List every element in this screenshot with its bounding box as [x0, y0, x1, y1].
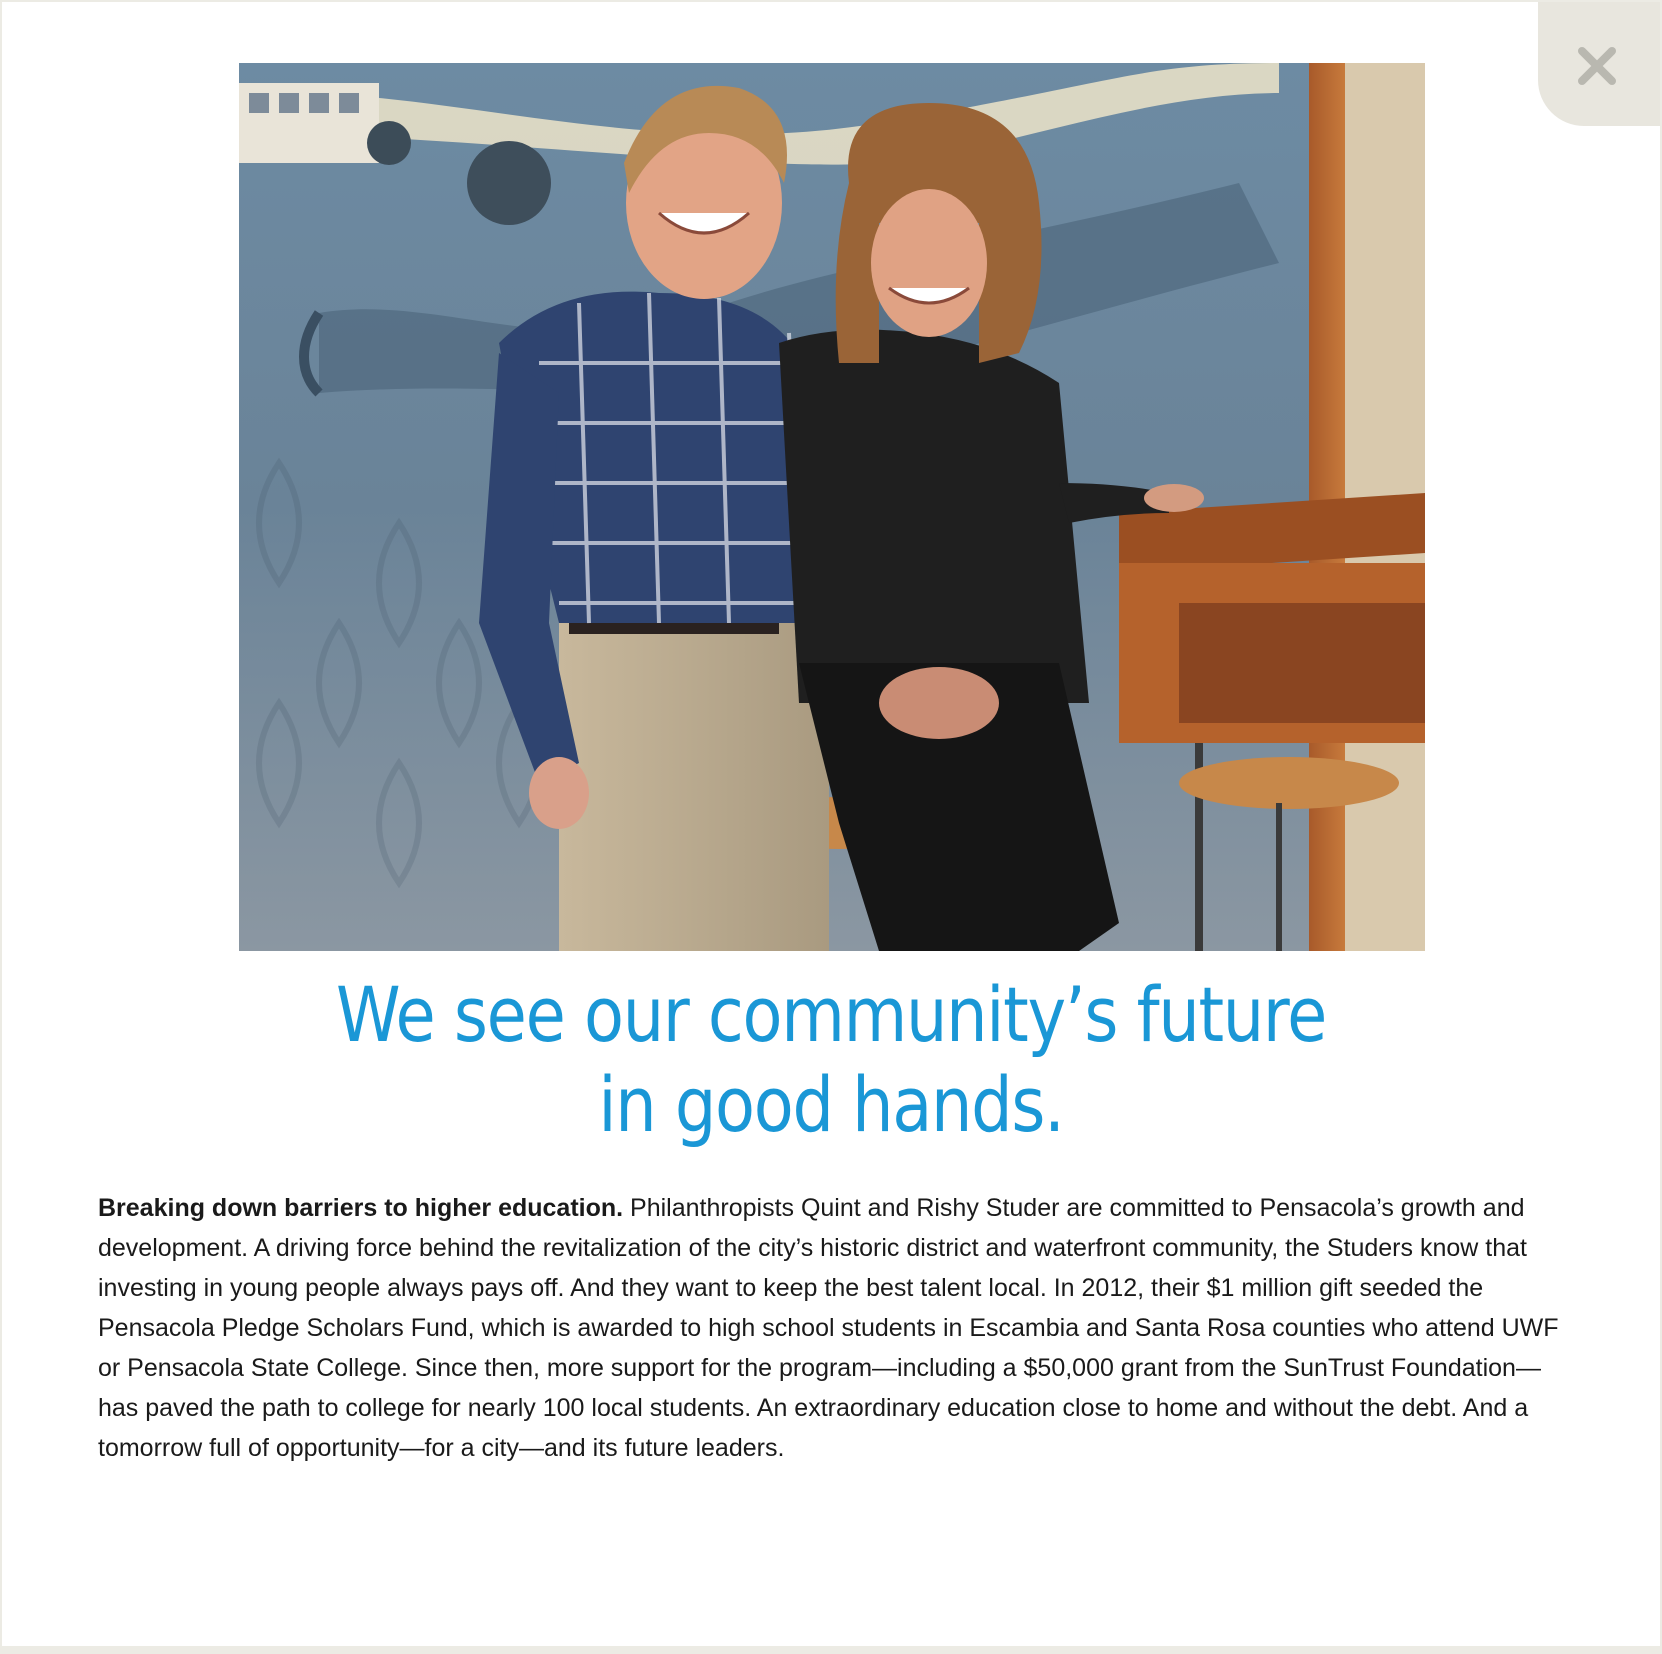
article-body	[98, 1188, 1568, 1468]
story-modal	[2, 2, 1660, 1646]
page-headline	[118, 970, 1544, 1150]
close-button[interactable]	[1538, 2, 1660, 126]
article-lead: Breaking down barriers to higher education.	[98, 1194, 624, 1222]
photo-illustration	[239, 63, 1425, 951]
headline-line-2: in good hands.	[598, 1060, 1064, 1149]
article-text: Philanthropists Quint and Rishy Studer are committed to Pensacola’s growth and development. A driving force behind the revitalization of the city’s historic district and waterfront community, the Studers know that investing in young people always pays off. And they want to keep the best talent local. In 2012, their $1 million gift seeded the Pensacola Pledge Scholars Fund, which is awarded to high school students in Escambia and Santa Rosa counties who attend UWF or Pensacola State College. Since then, more support for the program—including a $50,000 grant from the SunTrust Foundation—has paved the path to college for nearly 100 local students. An extraordinary education close to home and without the debt. And a tomorrow full of opportunity—for a city—and its future leaders.	[98, 1194, 1559, 1462]
close-icon	[1577, 46, 1617, 86]
headline-line-1: We see our community’s future	[335, 970, 1326, 1059]
hero-photo	[239, 63, 1425, 951]
